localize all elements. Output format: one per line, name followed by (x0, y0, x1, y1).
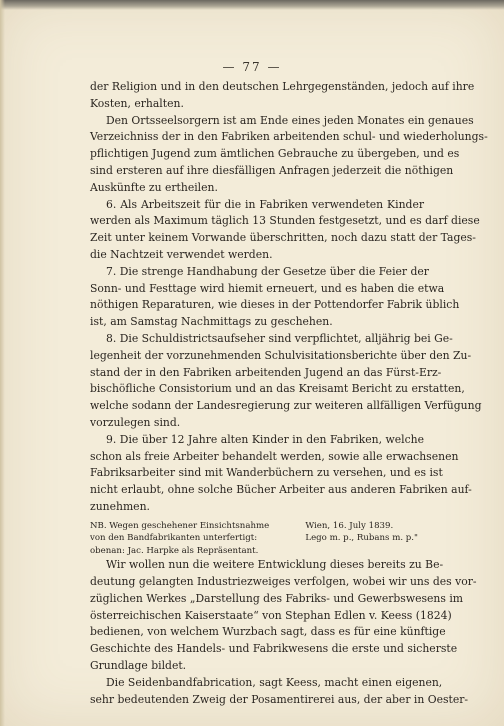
text-line: legenheit der vorzunehmenden Schulvisitationsberichte über den Zu- (90, 348, 472, 362)
text-line: österreichischen Kaiserstaate“ von Stephan Edlen v. Keess (1824) (90, 608, 452, 622)
text-line: 7. Die strenge Handhabung der Gesetze über die Feier der (106, 264, 429, 278)
text-line: 6. Als Arbeitszeit für die in Fabriken verwendeten Kinder (106, 197, 424, 211)
note-line: von den Bandfabrikanten unterfertigt: (90, 533, 258, 544)
text-line: vorzulegen sind. (90, 415, 181, 429)
text-line: Sonn- und Festtage wird hiemit erneuert, und es haben die etwa (90, 281, 445, 295)
text-line: die Nachtzeit verwendet werden. (90, 247, 273, 261)
text-line: ist, am Samstag Nachmittags zu geschehen. (90, 315, 333, 329)
signature-note (90, 520, 424, 558)
text-line: der Religion und in den deutschen Lehrgegenständen, jedoch auf ihre (90, 80, 475, 93)
text-line: schon als freie Arbeiter behandelt werden, sowie alle erwachsenen (90, 449, 459, 463)
note-line: obenan: Jac. Harpke als Repräsentant. (90, 545, 259, 556)
text-line: züglichen Werkes „Darstellung des Fabriks- und Gewerbswesens im (90, 591, 464, 605)
text-line: nicht erlaubt, ohne solche Bücher Arbeiter aus anderen Fabriken auf- (90, 483, 472, 497)
text-line: nöthigen Reparaturen, wie dieses in der Pottendorfer Fabrik üblich (90, 298, 460, 312)
text-line: 8. Die Schuldistrictsaufseher sind verpflichtet, alljährig bei Ge- (106, 331, 453, 345)
text-line: Fabriksarbeiter sind mit Wanderbüchern zu versehen, und es ist (90, 466, 443, 480)
note-line: Wien, 16. July 1839. (305, 520, 394, 531)
note-left (90, 520, 269, 558)
text-line: deutung gelangten Industriezweiges verfolgen, wobei wir uns des vor- (90, 575, 477, 589)
text-line: bischöfliche Consistorium und an das Kreisamt Bericht zu erstatten, (90, 382, 465, 396)
text-line: Den Ortsseelsorgern ist am Ende eines jeden Monates ein genaues (106, 113, 474, 127)
text-line: sind ersteren auf ihre diesfälligen Anfragen jederzeit die nöthigen (90, 163, 454, 177)
page-number: — 77 — (222, 60, 282, 74)
scan-left-edge (0, 0, 5, 726)
text-line: Auskünfte zu ertheilen. (90, 180, 218, 194)
note-line: NB. Wegen geschehener Einsichtsnahme (90, 520, 270, 531)
text-line: Grundlage bildet. (90, 659, 187, 672)
text-line: Geschichte des Handels- und Fabrikwesens die erste und sicherste (90, 642, 458, 656)
text-line: zunehmen. (90, 499, 150, 513)
text-line: Zeit unter keinem Vorwande überschritten, noch dazu statt der Tages- (90, 231, 476, 245)
text-line: stand der in den Fabriken arbeitenden Jugend an das Fürst-Erz- (90, 365, 442, 379)
text-line: welche sodann der Landesregierung zur weiteren allfälligen Verfügung (90, 399, 482, 413)
text-line: Kosten, erhalten. (90, 96, 184, 110)
text-line: bedienen, von welchem Wurzbach sagt, dass es für eine künftige (90, 625, 446, 639)
text-line: 9. Die über 12 Jahre alten Kinder in den Fabriken, welche (106, 432, 424, 446)
scan-top-edge (0, 0, 504, 10)
body-text (90, 79, 488, 708)
text-line: pflichtigen Jugend zum ämtlichen Gebrauche zu übergeben, und es (90, 147, 460, 161)
text-line: Die Seidenbandfabrication, sagt Keess, macht einen eigenen, (106, 675, 443, 689)
commentary-section (90, 557, 477, 708)
regulations-section (90, 79, 488, 516)
note-right (305, 520, 424, 558)
text-line: Verzeichniss der in den Fabriken arbeitenden schul- und wiederholungs- (90, 130, 488, 144)
text-line: Wir wollen nun die weitere Entwicklung dieses bereits zu Be- (106, 558, 444, 572)
text-line: sehr bedeutenden Zweig der Posamentirerei aus, der aber in Oester- (90, 692, 469, 706)
text-line: werden als Maximum täglich 13 Stunden festgesetzt, und es darf diese (90, 214, 480, 228)
note-line: Lego m. p., Rubans m. p." (305, 533, 418, 544)
